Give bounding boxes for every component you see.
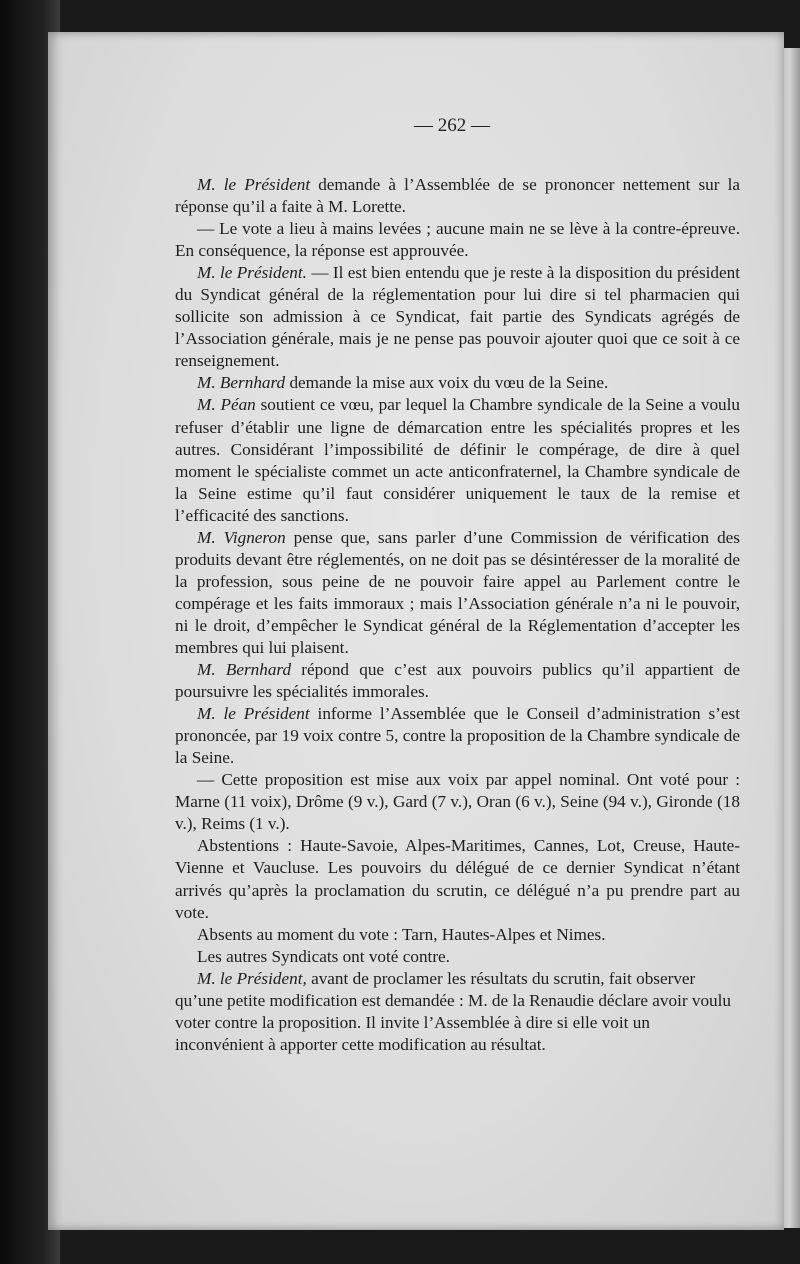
paragraph-text: répond que c’est aux pouvoirs publics qu’il appartient de poursuivre les spécialités immorales. [175, 660, 741, 702]
paragraph [175, 924, 740, 946]
speaker-name: M. le Président, [197, 968, 307, 988]
paragraph-text: pense que, sans parler d’une Commission de vérification des produits devant être réglementés, on ne doit pas se désintéresser de la moralité de la profession, sous peine de ne pouvoir faire appel au Parlement contre le compérage et les faits immoraux ; mais l’Association générale n’a ni le pouvoir, ni le droit, d’empêcher le Syndicat général de la Réglementation d’accepter les membres qui lui plaisent. [175, 527, 740, 657]
paragraph [175, 372, 740, 394]
paragraph [175, 769, 740, 835]
paragraph [175, 703, 740, 769]
paragraph-text: avant de proclamer les résultats du scrutin, fait observer qu’une petite modification est demandée : M. de la Renaudie déclare avoir voulu voter contre la proposition. Il invite l’Assemblée à dire si elle voit un inconvénient à apporter cette modification au résultat. [175, 968, 732, 1054]
paragraph-text: Les autres Syndicats ont voté contre. [197, 946, 450, 966]
paragraph-text: Abstentions : Haute-Savoie, Alpes-Maritimes, Cannes, Lot, Creuse, Haute-Vienne et Vaucluse. Les pouvoirs du délégué de ce dernier Syndicat n’étant arrivés qu’après la proclamation du scrutin, ce délégué n’a pu prendre part au vote. [175, 836, 740, 922]
paragraph-text: — Le vote a lieu à mains levées ; aucune main ne se lève à la contre-épreuve. En conséquence, la réponse est approuvée. [175, 219, 740, 261]
paragraph [175, 946, 740, 968]
speaker-name: M. Bernhard [197, 660, 292, 680]
speaker-name: M. le Président [197, 704, 310, 724]
paragraph-text: soutient ce vœu, par lequel la Chambre syndicale de la Seine a voulu refuser d’établir une ligne de démarcation entre les spécialités propres et les autres. Considérant l’impossibilité de définir le compérage, de dire à quel moment le spécialiste commet un acte anticonfraternel, la Chambre syndicale de la Seine estime qu’il faut considérer uniquement le taux de la remise et l’efficacité des sanctions. [175, 395, 740, 525]
speaker-name: M. le Président. [197, 263, 307, 283]
speaker-name: M. Péan [197, 395, 256, 415]
paragraph-text: — Il est bien entendu que je reste à la disposition du président du Syndicat général de la réglementation pour lui dire si tel pharmacien qui sollicite son admission à ce Syndicat, fait partie des Syndicats agrégés de l’Association générale, mais je ne pense pas pouvoir ajouter quoi que ce soit à ce renseignement. [175, 263, 740, 371]
paragraph [175, 659, 740, 703]
paragraph-text: — Cette proposition est mise aux voix par appel nominal. Ont voté pour : Marne (11 voix), Drôme (9 v.), Gard (7 v.), Oran (6 v.), Seine (94 v.), Gironde (18 v.), Reims (1 v.). [175, 770, 740, 834]
speaker-name: M. Vigneron [197, 527, 286, 547]
paragraph-text: informe l’Assemblée que le Conseil d’administration s’est prononcée, par 19 voix contre 5, contre la proposition de la Chambre syndicale de la Seine. [175, 704, 741, 768]
document-body [175, 174, 740, 1056]
paragraph [175, 527, 740, 659]
paragraph [175, 968, 740, 1056]
paragraph [175, 218, 740, 262]
paragraph-text: demande à l’Assemblée de se prononcer nettement sur la réponse qu’il a faite à M. Lorette. [175, 175, 741, 217]
page-edge [782, 48, 800, 1228]
page-number: — 262 — [414, 115, 490, 136]
speaker-name: M. le Président [197, 175, 311, 194]
paragraph-text: Absents au moment du vote : Tarn, Hautes-Alpes et Nimes. [197, 924, 606, 944]
paragraph-text: demande la mise aux voix du vœu de la Seine. [285, 373, 609, 393]
paragraph [175, 262, 740, 372]
paragraph [175, 174, 740, 218]
speaker-name: M. Bernhard [197, 373, 286, 393]
paragraph [175, 835, 740, 923]
paragraph [175, 394, 740, 526]
